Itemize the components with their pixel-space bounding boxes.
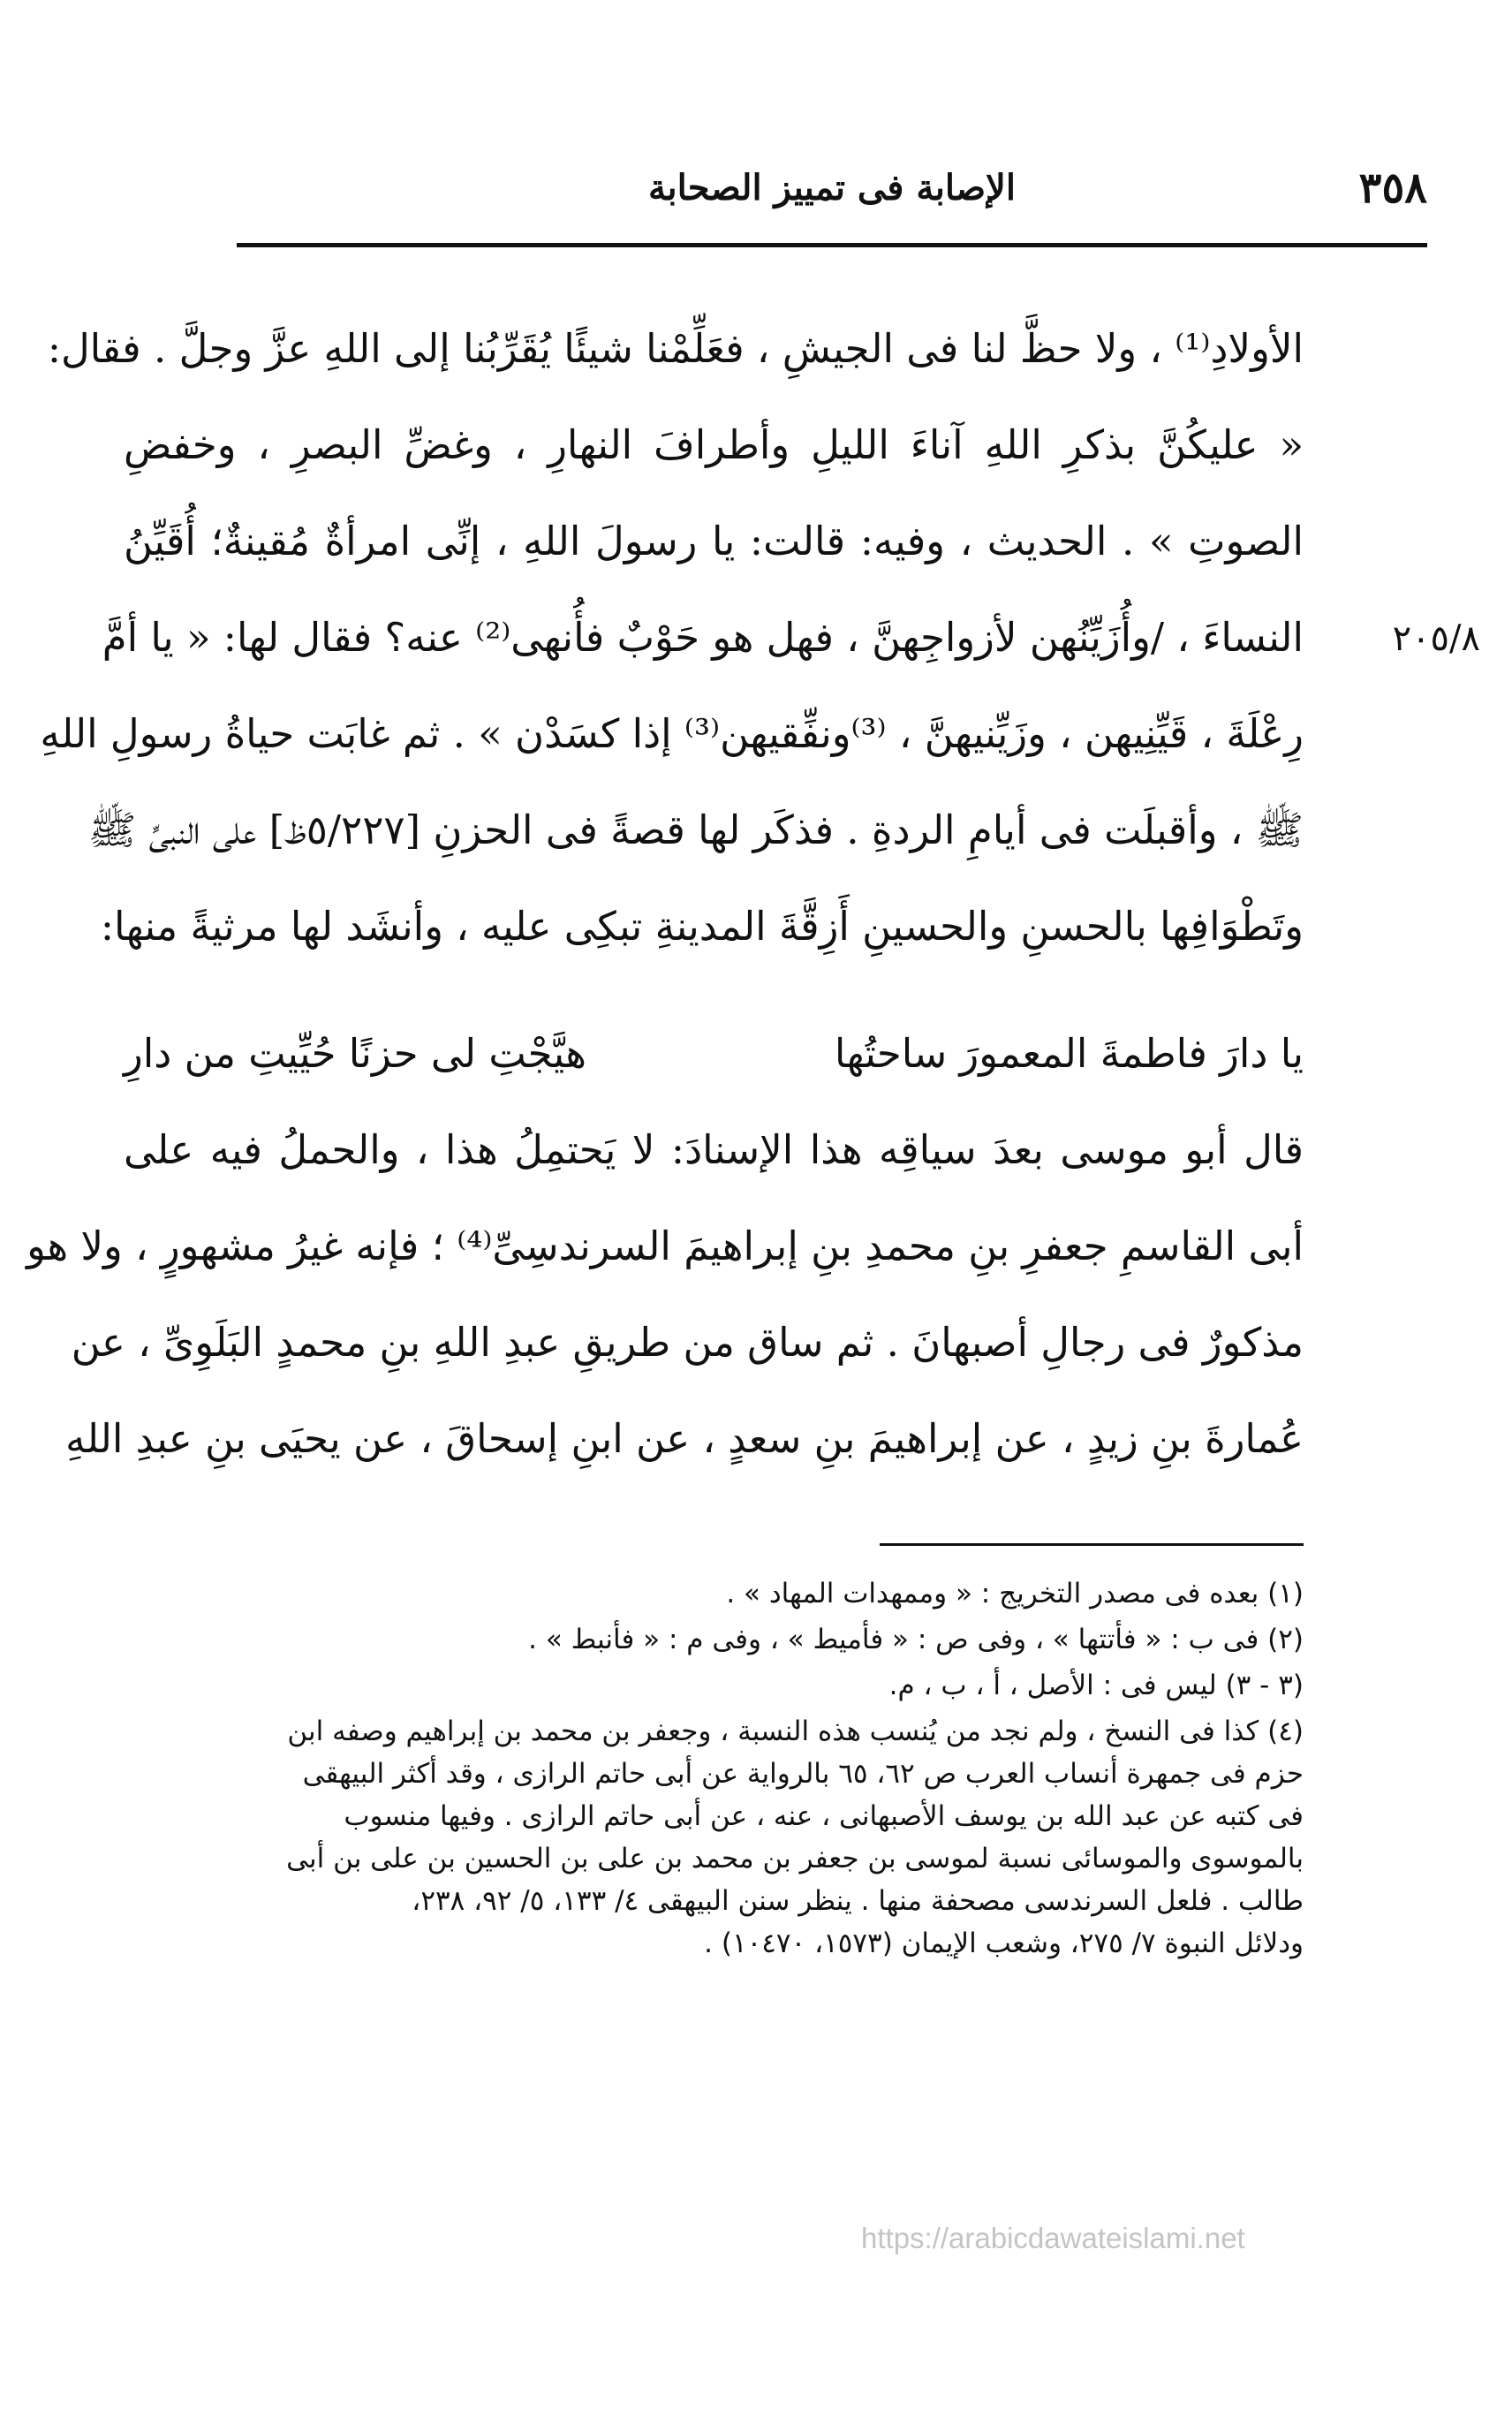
text-line-1: الأولادِ⁽¹⁾ ، ولا حظَّ لنا فى الجيشِ ، فعَلِّمْنا شيئًا يُقَرِّبُنا إلى اللهِ عزَّ وجلَّ . فقال:	[47, 325, 1304, 372]
footnote-line: (٤) كذا فى النسخ ، ولم نجد من يُنسب هذه النسبة ، وجعفر بن محمد بن إبراهيم وصفه ابن	[287, 1715, 1304, 1747]
footnote-2	[124, 1618, 1304, 1661]
text-line-3: الصوتِ » . الحديث ، وفيه: قالت: يا رسولَ اللهِ ، إنِّى امرأةٌ مُقينةٌ؛ أُقَيِّنُ	[124, 518, 1304, 564]
footnotes	[124, 1572, 1304, 1968]
margin-reference: ٢٠٥/٨	[1392, 618, 1480, 659]
text-line-6: ﷺ ، وأقبلَت فى أيامِ الردةِ . فذكَر لها قصةً فى الحزنِ [٥/٢٢٧ظ] على النبىِّ ﷺ	[87, 807, 1304, 853]
main-text-continued	[26, 1102, 1304, 1487]
footnote-line: (١) بعده فى مصدر التخريج : « وممهدات المهاد » .	[726, 1578, 1304, 1609]
footnote-line: طالب . فلعل السرندسى مصحفة منها . ينظر سنن البيهقى ٤/ ١٣٣، ٥/ ٩٢، ٢٣٨،	[412, 1885, 1304, 1917]
footnote-line: حزم فى جمهرة أنساب العرب ص ٦٢، ٦٥ بالرواية عن أبى حاتم الرازى ، وقد أكثر البيهقى	[302, 1758, 1304, 1790]
text-line-10: مذكورٌ فى رجالِ أصبهانَ . ثم ساق من طريقِ عبدِ اللهِ بنِ محمدٍ البَلَوِىِّ ، عن	[71, 1319, 1304, 1366]
text-line-8: قال أبو موسى بعدَ سياقِه هذا الإسنادَ: لا يَحتمِلُ هذا ، والحملُ فيه على	[124, 1126, 1304, 1173]
footnote-1	[124, 1572, 1304, 1615]
footnote-3	[124, 1664, 1304, 1707]
page-number: ٣٥٨	[1358, 163, 1427, 213]
text-line-2: « عليكُنَّ بذكرِ اللهِ آناءَ الليلِ وأطرافَ النهارِ ، وغضِّ البصرِ ، وخفضِ	[124, 421, 1304, 468]
footnote-line: (٢) فى ب : « فأتتها » ، وفى ص : « فأميط » ، وفى م : « فأنبط » .	[528, 1624, 1304, 1655]
text-line-5: رِعْلَةَ ، قَيِّنِيهن ، وزَيِّنيهنَّ ، ⁽³⁾ونفِّقيهن⁽³⁾ إذا كسَدْن » . ثم غابَت حياةُ رسولِ اللهِ	[40, 710, 1304, 757]
header-rule	[237, 243, 1427, 247]
verse-hemistich-1: يا دارَ فاطمةَ المعمورَ ساحتُها	[834, 1030, 1304, 1077]
running-title: الإصابة فى تمييز الصحابة	[648, 167, 1016, 208]
verse-hemistich-2: هيَّجْتِ لى حزنًا حُيِّيتِ من دارِ	[124, 1030, 586, 1077]
footnote-line: ودلائل النبوة ٧/ ٢٧٥، وشعب الإيمان (١٥٧٣، ١٠٤٧٠) .	[704, 1927, 1304, 1959]
text-line-4: النساءَ ، /وأُزَيِّنُهن لأزواجِهنَّ ، فهل هو حَوْبٌ فأُنهى⁽²⁾ عنه؟ فقال لها: « يا أمَّ	[102, 614, 1304, 661]
footnote-line: فى كتبه عن عبد الله بن يوسف الأصبهانى ، عنه ، عن أبى حاتم الرازى . وفيها منسوب	[344, 1800, 1304, 1832]
watermark-url: https://arabicdawateislami.net	[861, 2222, 1245, 2254]
footnote-4	[124, 1710, 1304, 1965]
page-header	[237, 163, 1427, 234]
footnote-line: بالموسوى والموسائى نسبة لموسى بن جعفر بن محمد بن على بن الحسين بن على بن أبى	[286, 1843, 1304, 1874]
text-line-11: عُمارةَ بنِ زيدٍ ، عن إبراهيمَ بنِ سعدٍ ، عن ابنِ إسحاقَ ، عن يحيَى بنِ عبدِ اللهِ	[65, 1415, 1304, 1462]
text-line-9: أبى القاسمِ جعفرِ بنِ محمدِ بنِ إبراهيمَ السرندسِىِّ⁽⁴⁾ ؛ فإنه غيرُ مشهورٍ ، ولا هو	[26, 1223, 1304, 1269]
text-line-7: وتَطْوَافِها بالحسنِ والحسينِ أَزِقَّةَ المدينةِ تبكِى عليه ، وأنشَد لها مرثيةً منها:	[100, 903, 1304, 950]
main-text	[40, 300, 1304, 974]
footnote-separator	[880, 1543, 1304, 1546]
footnote-line: (٣ - ٣) ليس فى : الأصل ، أ ، ب ، م.	[888, 1670, 1304, 1701]
